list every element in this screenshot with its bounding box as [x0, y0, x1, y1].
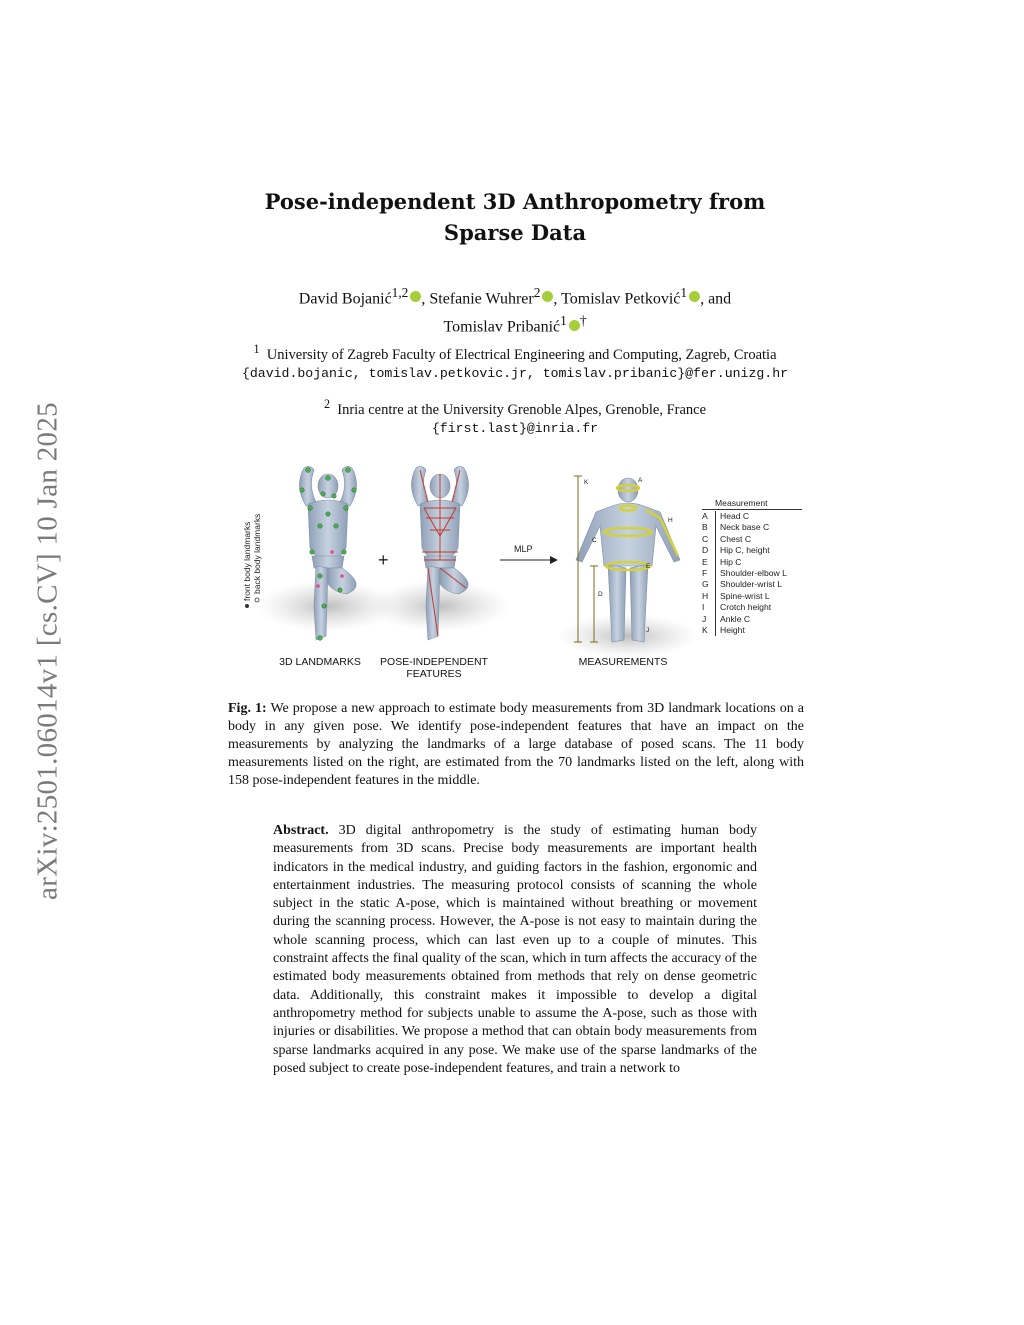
affiliation-emails: {david.bojanic, tomislav.petkovic.jr, tomislav.pribanic}@fer.unizg.hr — [241, 365, 789, 381]
legend-back-dot — [255, 598, 259, 602]
table-row: D Hip C, height — [702, 545, 770, 556]
affiliation-text: Inria centre at the University Grenoble Alpes, Grenoble, France — [337, 401, 707, 418]
mlp-label: MLP — [514, 544, 533, 554]
author-name: Tomislav Petković — [561, 290, 681, 308]
author-affiliation-mark: 1,2 — [391, 285, 409, 300]
affiliation-1 — [230, 340, 800, 383]
marker-H: H — [668, 517, 673, 524]
mlp-arrow — [500, 544, 558, 564]
orcid-icon[interactable] — [569, 320, 580, 331]
plus-sign: + — [378, 550, 389, 570]
abstract-text: 3D digital anthropometry is the study of estimating human body measurements from 3D scans. Precise body measurements are important health indicators in the medical industry, and guiding factors in the fashion, ergonomic and entertainment industries. The measuring protocol consists of scanning the whole subject in the static A-pose, which is maintained without breathing or movement during the scanning process. However, the A-pose is not easy to maintain during the whole scanning process, which can last even up to a couple of minutes. This constraint affects the final quality of the scan, which in turn affects the accuracy of the estimated body measurements obtained from methods that rely on dense geometric data. Additionally, this constraint makes it impossible to develop a digital anthropometry method for subjects unable to assume the A-pose, such as those with injuries or disabilities. We propose a method that can obtain body measurements from sparse landmarks acquired in any pose. We make use of the sparse landmarks of the posed subject to create pose-independent features, and train a network to — [273, 823, 757, 1076]
table-row: H Spine-wrist L — [702, 590, 770, 601]
author-separator: , — [553, 290, 562, 308]
marker-E: E — [646, 563, 651, 570]
author-name: Tomislav Pribanić — [443, 318, 561, 336]
table-row: C Chest C — [702, 533, 752, 544]
marker-K: K — [584, 479, 589, 486]
abstract-label: Abstract. — [273, 823, 329, 838]
author-affiliation-mark: 1 — [560, 313, 567, 329]
measurement-table — [702, 498, 802, 636]
orcid-icon[interactable] — [689, 291, 700, 302]
label-features-line2: FEATURES — [406, 668, 462, 680]
table-row: J Ankle C — [702, 613, 751, 624]
table-row: A Head C — [702, 511, 750, 521]
legend-back-label: back body landmarks — [252, 513, 262, 594]
marker-C: C — [592, 537, 597, 544]
affiliation-mark: 2 — [323, 397, 330, 411]
caption-label: Fig. 1: — [228, 701, 267, 716]
caption-text: We propose a new approach to estimate body measurements from 3D landmark locations on a body in any given pose. We identify pose-independent features that have an impact on the measurements by analyzing the landmarks of a large database of posed scans. The 11 body measurements listed on the right, are estimated from the 70 landmarks listed on the left, along with 158 pose-independent features in the middle. — [228, 701, 805, 788]
affiliation-text: University of Zagreb Faculty of Electrical Engineering and Computing, Zagreb, Croatia — [266, 346, 777, 363]
marker-D: D — [598, 591, 603, 598]
table-row: E Hip C — [702, 556, 742, 567]
measurement-table-header: Measurement — [702, 498, 802, 510]
label-3d-landmarks: 3D LANDMARKS — [279, 656, 361, 668]
measurements-body — [558, 476, 698, 658]
arxiv-identifier: arXiv:2501.06014v1 [cs.CV] 10 Jan 2025 — [31, 402, 64, 900]
affiliation-mark: 1 — [253, 342, 260, 356]
table-row: I Crotch height — [702, 602, 772, 613]
table-row: B Neck base C — [702, 522, 770, 533]
paper-title: Pose-independent 3D Anthropometry from Sparse Data — [264, 189, 766, 245]
figure-caption — [228, 700, 804, 790]
label-features-line1: POSE-INDEPENDENT — [380, 656, 488, 668]
label-pose-independent-features — [374, 656, 494, 680]
corresponding-author-mark: † — [579, 313, 587, 329]
author-conjunction: , and — [700, 290, 732, 308]
legend-front-dot — [245, 604, 249, 608]
affiliation-2 — [230, 395, 800, 438]
label-measurements: MEASUREMENTS — [578, 656, 668, 668]
marker-J: J — [646, 627, 650, 634]
affiliation-emails: {first.last}@inria.fr — [431, 420, 599, 436]
table-row: F Shoulder-elbow L — [702, 567, 787, 578]
landmark-legend — [242, 514, 262, 608]
legend-front-label: front body landmarks — [242, 521, 252, 601]
author-separator: , — [421, 290, 430, 308]
orcid-icon[interactable] — [542, 291, 553, 302]
author-name: David Bojanić — [298, 290, 392, 308]
marker-A: A — [638, 477, 643, 484]
abstract — [273, 822, 757, 1078]
orcid-icon[interactable] — [410, 291, 421, 302]
features-body — [370, 466, 510, 640]
table-row: G Shoulder-wrist L — [702, 579, 783, 590]
author-name: Stefanie Wuhrer — [429, 290, 534, 308]
table-row: K Height — [702, 624, 745, 635]
author-list — [230, 282, 800, 339]
author-affiliation-mark: 1 — [680, 285, 688, 300]
author-affiliation-mark: 2 — [533, 285, 541, 300]
